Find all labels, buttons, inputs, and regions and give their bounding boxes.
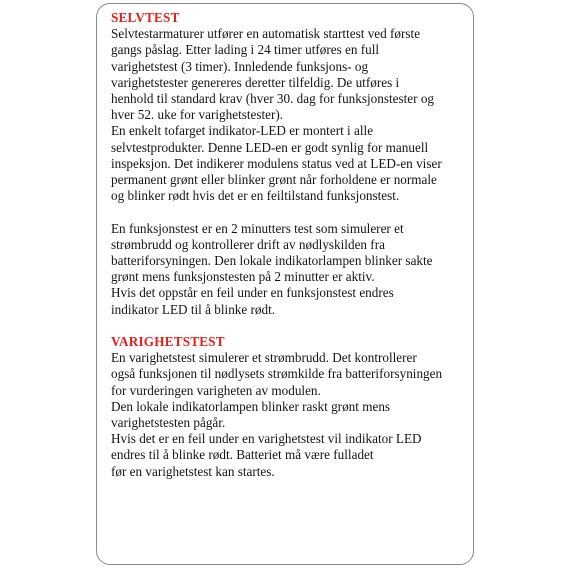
- section-selvtest: [111, 10, 471, 334]
- text-line: indikator LED til å blinke rødt.: [111, 301, 276, 317]
- text-line: gangs påslag. Etter lading i 24 timer utføres en full: [111, 42, 380, 58]
- paragraph-led: [111, 123, 471, 204]
- text-line: permanent grønt eller blinker grønt når forholdene er normale: [111, 172, 437, 188]
- text-line: henhold til standard krav (hver 30. dag for funksjonstester og: [111, 91, 435, 107]
- text-line: og blinker rødt hvis det er en feiltilstand funksjonstest.: [111, 188, 400, 204]
- card-content: [111, 10, 471, 480]
- text-line: før en varighetstest kan startes.: [111, 463, 275, 479]
- text-line: hver 52. uke for varighetstester).: [111, 107, 284, 123]
- section-varighetstest: [111, 334, 471, 480]
- text-line: inspeksjon. Det indikerer modulens status ved at LED-en viser: [111, 155, 442, 171]
- text-line: Den lokale indikatorlampen blinker raskt grønt mens: [111, 398, 391, 414]
- text-line: grønt mens funksjonstesten på 2 minutter er aktiv.: [111, 269, 375, 285]
- paragraph-selvtest-intro: [111, 26, 471, 123]
- paragraph-varighetstest-feil: [111, 431, 471, 480]
- text-line: også funksjonen til nødlysets strømkilde fra batteriforsyningen: [111, 366, 443, 382]
- text-line: En funksjonstest er en 2 minutters test som simulerer et: [111, 220, 404, 236]
- text-line: strømbrudd og kontrollerer drift av nødlyskilden fra: [111, 236, 385, 252]
- text-line: for vurderingen varigheten av modulen.: [111, 382, 321, 398]
- text-line: En enkelt tofarget indikator-LED er montert i alle: [111, 123, 374, 139]
- text-line: varighetstester genereres deretter tilfeldig. De utføres i: [111, 74, 400, 90]
- text-line: En varighetstest simulerer et strømbrudd. Det kontrollerer: [111, 350, 417, 366]
- section-heading-varighetstest: VARIGHETSTEST: [111, 334, 225, 350]
- paragraph-varighetstest-lampe: [111, 399, 471, 431]
- text-line: batteriforsyningen. Den lokale indikatorlampen blinker sakte: [111, 253, 433, 269]
- text-line: Hvis det oppstår en feil under en funksjonstest endres: [111, 285, 394, 301]
- blank-line: [111, 204, 471, 220]
- text-line: varighetstesten pågår.: [111, 415, 226, 431]
- text-line: varighetstest (3 timer). Innledende funksjons- og: [111, 58, 369, 74]
- paragraph-funksjonstest: [111, 221, 471, 286]
- section-heading-selvtest: SELVTEST: [111, 10, 180, 25]
- text-line: endres til å blinke rødt. Batteriet må være fulladet: [111, 447, 374, 463]
- text-line: Selvtestarmaturer utfører en automatisk starttest ved første: [111, 26, 421, 42]
- text-line: selvtestprodukter. Denne LED-en er godt synlig for manuell: [111, 139, 429, 155]
- blank-line: [111, 318, 471, 334]
- paragraph-varighetstest-intro: [111, 350, 471, 399]
- text-line: Hvis det er en feil under en varighetstest vil indikator LED: [111, 431, 422, 447]
- paragraph-funksjonstest-feil: [111, 285, 471, 317]
